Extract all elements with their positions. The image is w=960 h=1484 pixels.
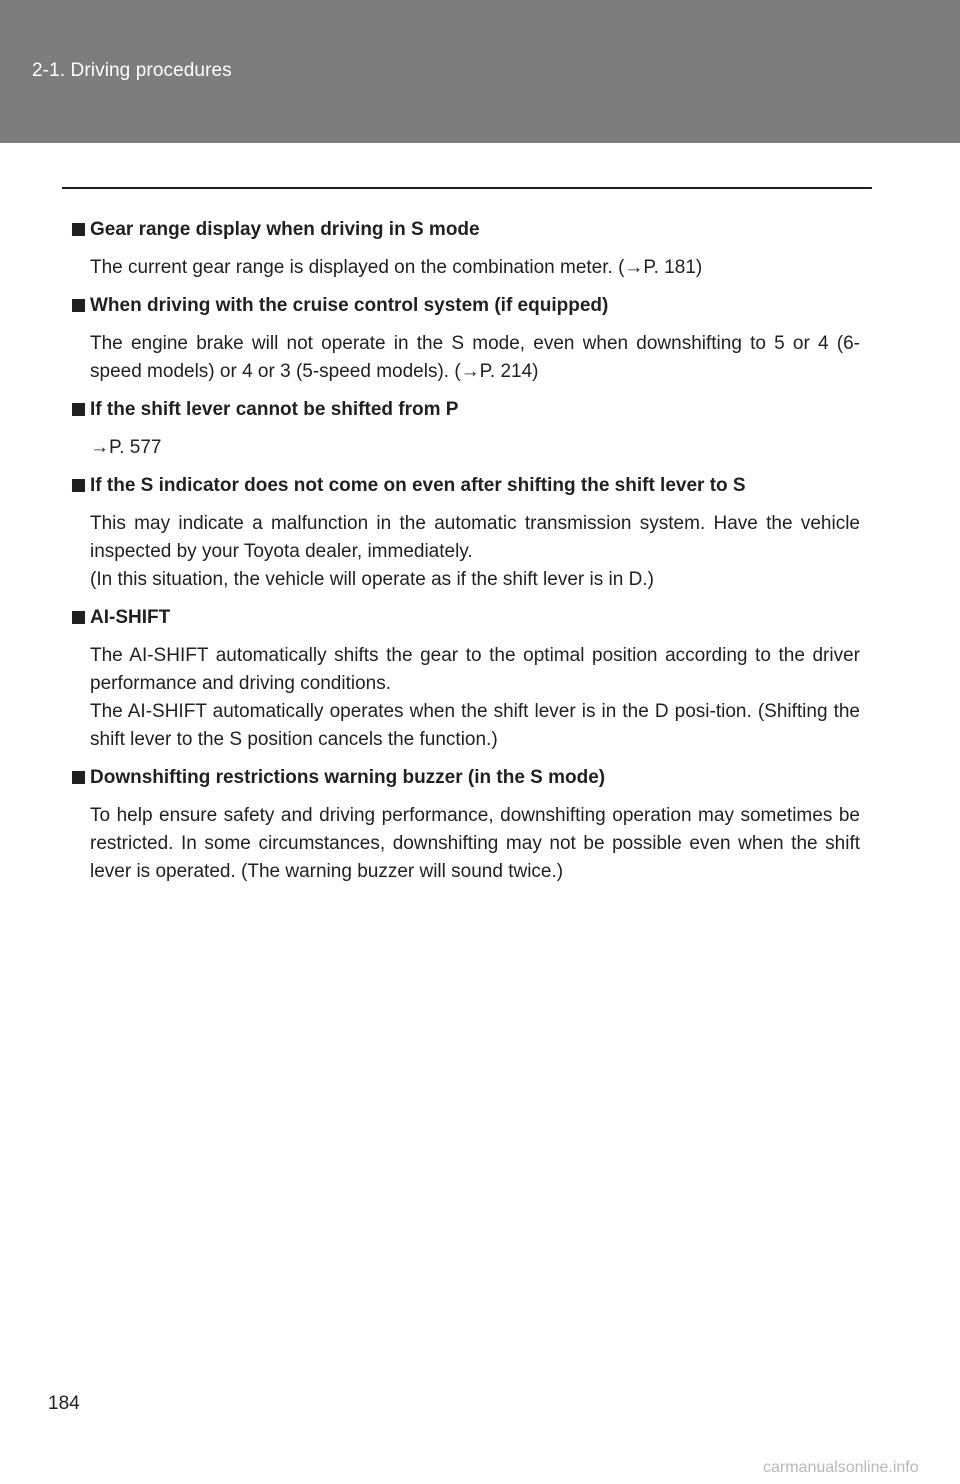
section-body bbox=[72, 802, 860, 886]
section-title: 2-1. Driving procedures bbox=[32, 60, 232, 81]
section-downshift-buzzer bbox=[72, 764, 860, 886]
heading-text: AI-SHIFT bbox=[90, 607, 171, 628]
heading-text: If the S indicator does not come on even after shifting the shift lever to S bbox=[90, 475, 746, 496]
section-gear-range bbox=[72, 216, 860, 282]
bullet-square-icon bbox=[72, 479, 85, 492]
section-ai-shift bbox=[72, 604, 860, 754]
section-heading bbox=[72, 764, 860, 792]
watermark: carmanualsonline.info bbox=[763, 1459, 919, 1476]
paragraph: →P. 577 bbox=[90, 437, 162, 458]
section-heading bbox=[72, 396, 860, 424]
section-s-indicator bbox=[72, 472, 860, 594]
section-body bbox=[72, 434, 860, 462]
bullet-square-icon bbox=[72, 611, 85, 624]
bullet-square-icon bbox=[72, 299, 85, 312]
paragraph: To help ensure safety and driving performance, downshifting operation may sometimes be restricted. In some circumstances, downshifting may not be possible even when the shift lever is operated. (The warning buzzer will sound twice.) bbox=[90, 805, 860, 882]
section-body bbox=[72, 510, 860, 594]
header-band bbox=[0, 0, 960, 143]
paragraph: The current gear range is displayed on the combination meter. (→P. 181) bbox=[90, 257, 703, 278]
heading-text: Gear range display when driving in S mode bbox=[90, 219, 480, 240]
section-shift-from-p bbox=[72, 396, 860, 462]
paragraph: The AI-SHIFT automatically shifts the gear to the optimal position according to the driver performance and driving conditions. bbox=[90, 645, 860, 694]
section-heading bbox=[72, 216, 860, 244]
heading-text: If the shift lever cannot be shifted from P bbox=[90, 399, 459, 420]
section-heading bbox=[72, 292, 860, 320]
bullet-square-icon bbox=[72, 771, 85, 784]
paragraph: (In this situation, the vehicle will operate as if the shift lever is in D.) bbox=[90, 569, 654, 590]
content-area bbox=[72, 216, 860, 886]
heading-text: Downshifting restrictions warning buzzer (in the S mode) bbox=[90, 767, 606, 788]
section-cruise-control bbox=[72, 292, 860, 386]
section-body bbox=[72, 254, 860, 282]
paragraph: The engine brake will not operate in the S mode, even when downshifting to 5 or 4 (6-speed models) or 4 or 3 (5-speed models). (→P. 214) bbox=[90, 333, 860, 382]
page-number: 184 bbox=[48, 1393, 80, 1414]
divider bbox=[62, 187, 872, 189]
bullet-square-icon bbox=[72, 403, 85, 416]
paragraph: The AI-SHIFT automatically operates when the shift lever is in the D posi-tion. (Shifting the shift lever to the S position cancels the function.) bbox=[90, 701, 860, 750]
bullet-square-icon bbox=[72, 223, 85, 236]
section-body bbox=[72, 330, 860, 386]
section-body bbox=[72, 642, 860, 754]
section-heading bbox=[72, 472, 860, 500]
section-heading bbox=[72, 604, 860, 632]
paragraph: This may indicate a malfunction in the automatic transmission system. Have the vehicle inspected by your Toyota dealer, immediately. bbox=[90, 513, 860, 562]
heading-text: When driving with the cruise control system (if equipped) bbox=[90, 295, 609, 316]
